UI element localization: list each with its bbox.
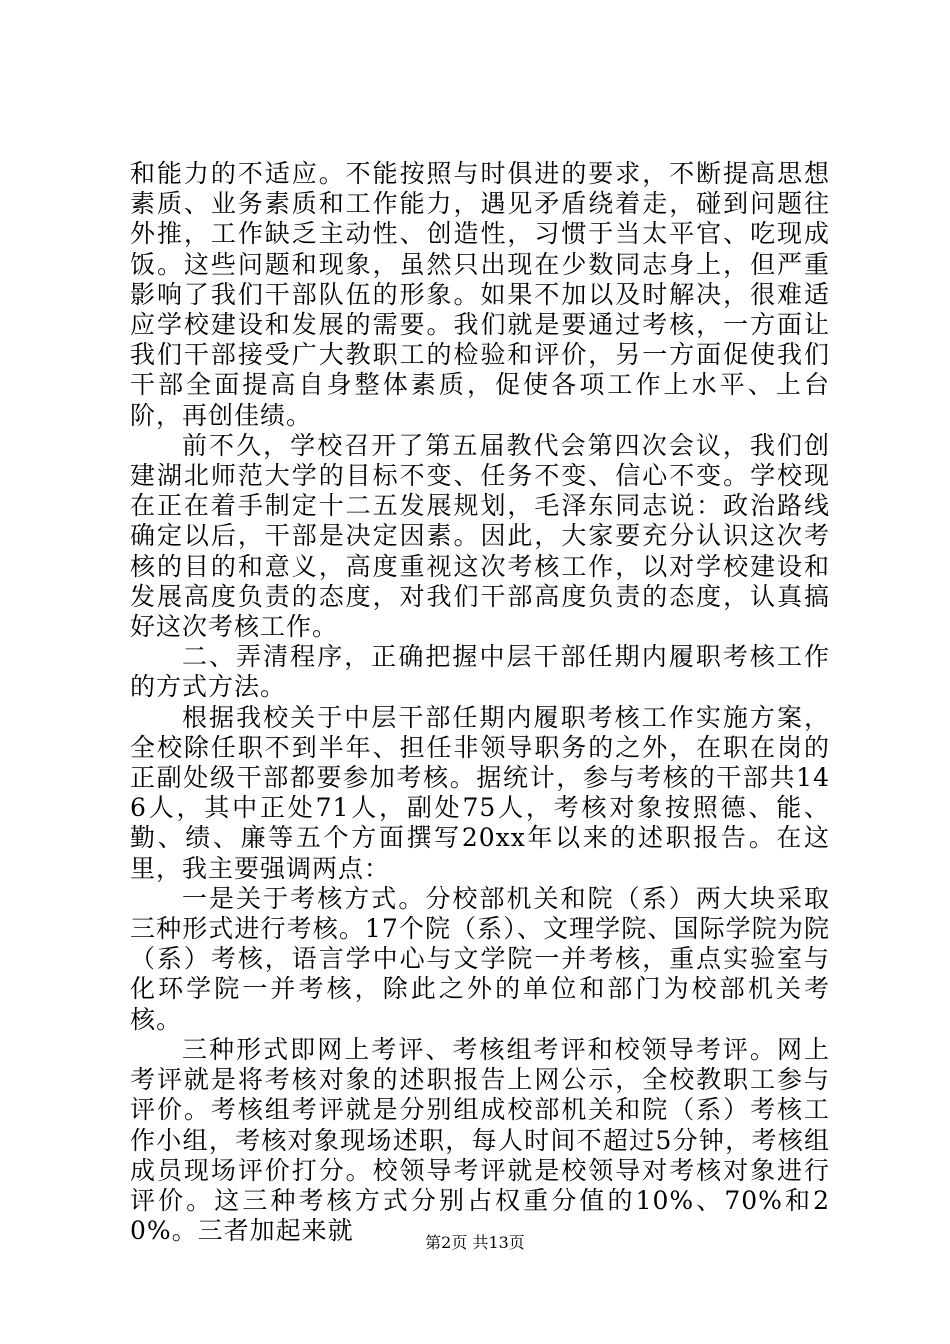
document-body [130, 159, 830, 1246]
section-heading-two: 二、弄清程序，正确把握中层干部任期内履职考核工作的方式方法。 [130, 642, 830, 702]
paragraph-three-forms: 三种形式即网上考评、考核组考评和校领导考评。网上考评就是将考核对象的述职报告上网公示，全校教职工参与评价。考核组考评就是分别组成校部机关和院（系）考核工作小组，考核对象现场述职，每人时间不超过5分钟，考核组成员现场评价打分。校领导考评就是校领导对考核对象进行评价。这三种考核方式分别占权重分值的10%、70%和20%。三者加起来就 [130, 1034, 830, 1246]
paragraph-school-meeting: 前不久，学校召开了第五届教代会第四次会议，我们创建湖北师范大学的目标不变、任务不变、信心不变。学校现在正在着手制定十二五发展规划，毛泽东同志说：政治路线确定以后，干部是决定因素。因此，大家要充分认识这次考核的目的和意义，高度重视这次考核工作，以对学校建设和发展高度负责的态度，对我们干部高度负责的态度，认真搞好这次考核工作。 [130, 430, 830, 642]
paragraph-continuation: 和能力的不适应。不能按照与时俱进的要求，不断提高思想素质、业务素质和工作能力，遇见矛盾绕着走，碰到问题往外推，工作缺乏主动性、创造性，习惯于当太平官、吃现成饭。这些问题和现象，虽然只出现在少数同志身上，但严重影响了我们干部队伍的形象。如果不加以及时解决，很难适应学校建设和发展的需要。我们就是要通过考核，一方面让我们干部接受广大教职工的检验和评价，另一方面促使我们干部全面提高自身整体素质，促使各项工作上水平、上台阶，再创佳绩。 [130, 159, 830, 430]
paragraph-assessment-plan: 根据我校关于中层干部任期内履职考核工作实施方案，全校除任职不到半年、担任非领导职务的之外，在职在岗的正副处级干部都要参加考核。据统计，参与考核的干部共146人，其中正处71人，副处75人，考核对象按照德、能、勤、绩、廉等五个方面撰写20xx年以来的述职报告。在这里，我主要强调两点： [130, 702, 830, 883]
paragraph-assessment-method: 一是关于考核方式。分校部机关和院（系）两大块采取三种形式进行考核。17个院（系）、文理学院、国际学院为院（系）考核，语言学中心与文学院一并考核，重点实验室与化环学院一并考核，除此之外的单位和部门为校部机关考核。 [130, 883, 830, 1034]
page-number-footer: 第2页 共13页 [425, 1233, 525, 1252]
